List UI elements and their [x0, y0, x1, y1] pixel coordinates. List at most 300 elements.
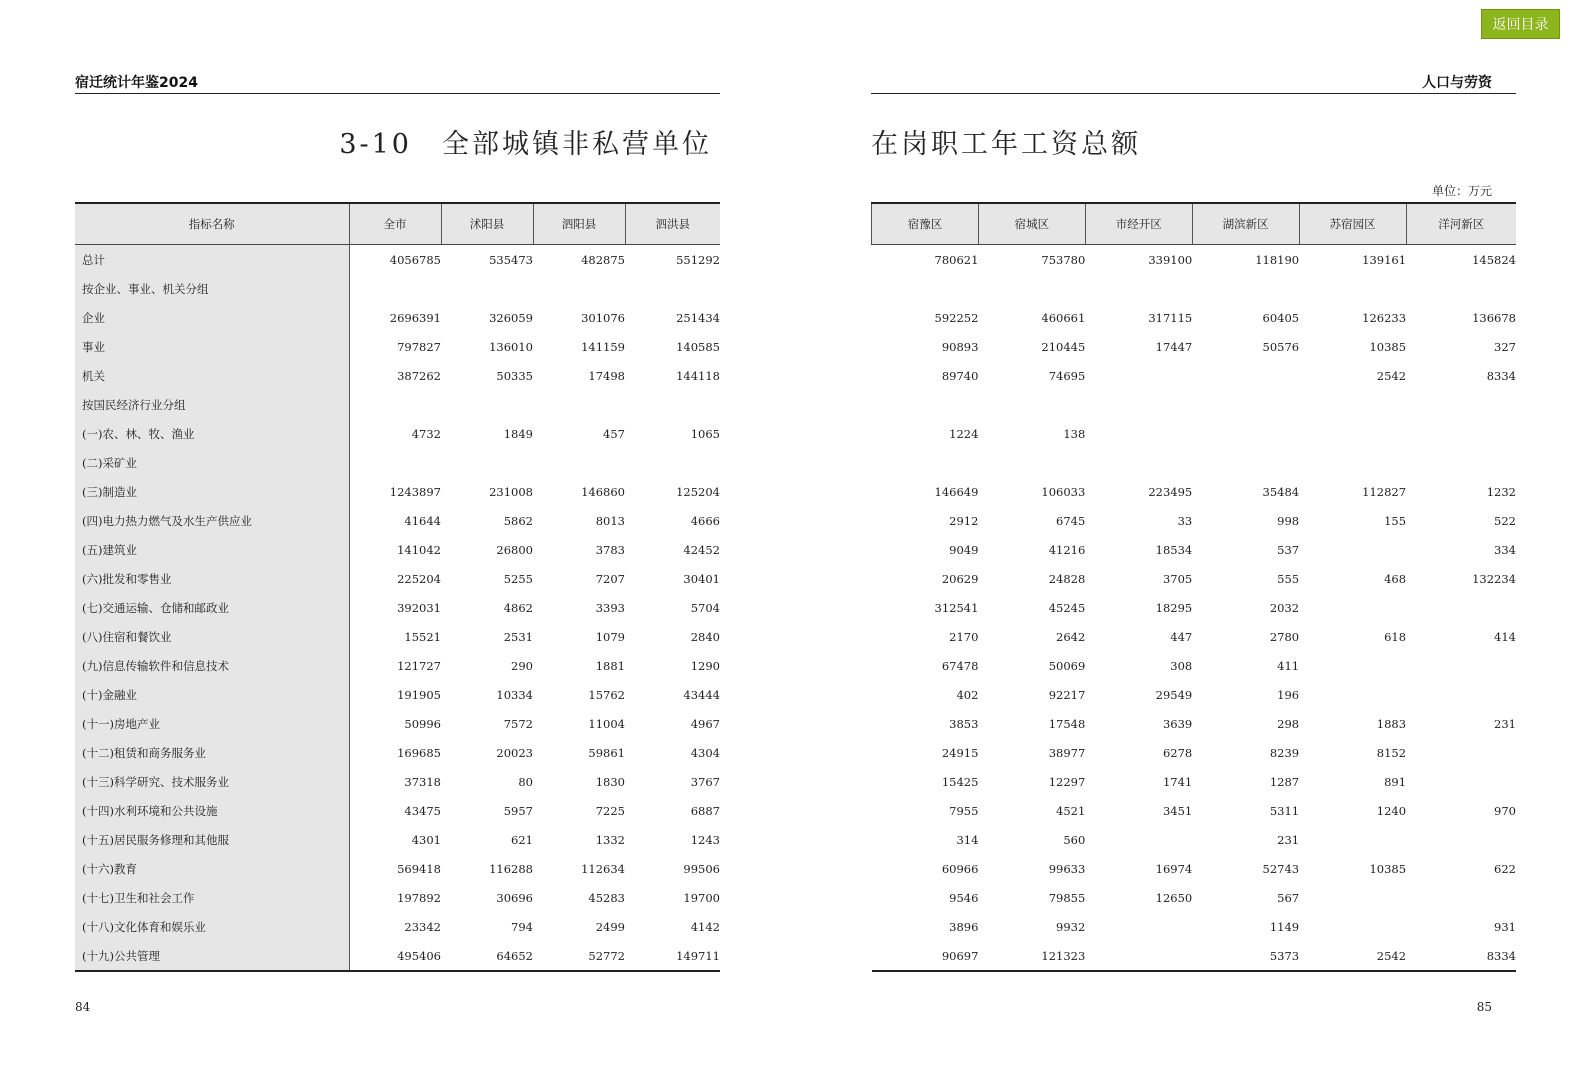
table-row	[75, 564, 720, 593]
table-row	[75, 854, 720, 883]
table-cell: 7207	[595, 571, 625, 586]
table-cell: 52743	[1262, 861, 1300, 876]
table-cell: 8013	[595, 513, 625, 528]
table-cell: 3639	[1162, 716, 1193, 731]
table-row	[872, 419, 1517, 448]
table-cell: 1332	[595, 832, 625, 847]
table-cell: 60966	[941, 861, 979, 876]
table-cell: 15425	[941, 774, 979, 789]
table-cell: 1065	[690, 426, 720, 441]
table-cell: 16974	[1155, 861, 1193, 876]
table-cell	[1299, 593, 1406, 622]
table-cell: 45245	[1048, 600, 1086, 615]
table-cell: 141042	[397, 542, 441, 557]
column-header: 指标名称	[75, 203, 349, 245]
table-cell: 251434	[676, 310, 720, 325]
table-cell: 5704	[690, 600, 720, 615]
table-cell: 139161	[1362, 252, 1407, 267]
unit-label: 单位：万元	[1431, 184, 1492, 198]
row-label: (一)农、林、牧、渔业	[75, 419, 349, 448]
table-cell	[978, 390, 1085, 419]
table-cell: 136010	[489, 339, 533, 354]
table-cell	[1406, 825, 1516, 854]
table-cell: 1240	[1376, 803, 1407, 818]
table-cell: 18534	[1155, 542, 1193, 557]
back-to-contents-button[interactable]: 返回目录	[1481, 9, 1560, 39]
column-header: 全市	[349, 203, 441, 245]
table-cell	[872, 274, 979, 303]
table-cell: 89740	[941, 368, 979, 383]
table-cell: 1881	[595, 658, 625, 673]
table-cell	[1085, 390, 1192, 419]
table-row	[75, 680, 720, 709]
table-row	[75, 448, 720, 477]
table-cell	[625, 274, 720, 303]
table-cell: 7572	[503, 716, 533, 731]
table-cell	[872, 448, 979, 477]
row-label: 按企业、事业、机关分组	[75, 274, 349, 303]
table-row	[75, 912, 720, 941]
table-cell: 618	[1384, 629, 1407, 644]
table-cell: 223495	[1148, 484, 1193, 499]
table-cell: 136678	[1472, 310, 1516, 325]
page-number-left: 84	[75, 1000, 91, 1014]
table-cell: 2032	[1269, 600, 1300, 615]
table-cell: 2531	[503, 629, 533, 644]
running-header-left: 宿迁统计年鉴2024	[75, 75, 198, 91]
table-cell: 5957	[503, 803, 533, 818]
table-cell: 45283	[588, 890, 625, 905]
table-cell: 155	[1384, 513, 1407, 528]
table-cell	[1406, 738, 1516, 767]
table-cell: 17447	[1155, 339, 1193, 354]
table-cell	[1085, 448, 1192, 477]
table-cell	[1299, 912, 1406, 941]
table-cell: 197892	[397, 890, 441, 905]
table-cell: 19700	[683, 890, 720, 905]
row-label: (十八)文化体育和娱乐业	[75, 912, 349, 941]
table-cell: 74695	[1048, 368, 1086, 383]
table-cell	[349, 390, 441, 419]
table-cell: 3767	[690, 774, 720, 789]
table-cell	[978, 448, 1085, 477]
row-label: (十三)科学研究、技术服务业	[75, 767, 349, 796]
table-cell: 38977	[1048, 745, 1086, 760]
table-cell: 314	[956, 832, 979, 847]
table-cell	[349, 448, 441, 477]
table-cell	[441, 274, 533, 303]
table-cell: 41216	[1048, 542, 1086, 557]
table-cell	[1192, 419, 1299, 448]
table-cell: 4301	[411, 832, 441, 847]
table-cell: 560	[1063, 832, 1086, 847]
table-cell: 2499	[595, 919, 625, 934]
column-header: 宿城区	[978, 203, 1085, 245]
column-header: 泗洪县	[625, 203, 720, 245]
table-header-row-right	[872, 203, 1517, 245]
table-cell	[349, 274, 441, 303]
table-row	[872, 535, 1517, 564]
row-label: 机关	[75, 361, 349, 390]
table-cell: 90893	[941, 339, 979, 354]
table-cell: 4056785	[389, 252, 441, 267]
table-cell: 522	[1494, 513, 1516, 528]
table-cell: 931	[1494, 919, 1516, 934]
table-row	[75, 738, 720, 767]
table-row	[75, 767, 720, 796]
table-cell: 50069	[1048, 658, 1086, 673]
table-row	[872, 651, 1517, 680]
row-label: (十四)水利环境和公共设施	[75, 796, 349, 825]
table-cell: 334	[1494, 542, 1516, 557]
table-cell: 9049	[949, 542, 979, 557]
table-cell: 1243	[690, 832, 720, 847]
table-cell: 17548	[1048, 716, 1086, 731]
table-cell: 537	[1277, 542, 1300, 557]
table-row	[75, 390, 720, 419]
table-cell: 2912	[949, 513, 979, 528]
table-row	[872, 303, 1517, 332]
table-cell: 8334	[1406, 941, 1516, 971]
table-row	[75, 593, 720, 622]
table-cell: 112634	[581, 861, 625, 876]
table-cell: 2642	[1056, 629, 1086, 644]
table-cell	[533, 390, 625, 419]
table-cell	[1406, 390, 1516, 419]
table-cell: 210445	[1041, 339, 1086, 354]
table-row	[75, 825, 720, 854]
table-cell: 2696391	[389, 310, 441, 325]
column-header: 苏宿园区	[1299, 203, 1406, 245]
table-cell	[625, 448, 720, 477]
table-title-left: 3-10 全部城镇非私营单位	[339, 129, 712, 160]
row-label: (十九)公共管理	[75, 941, 349, 971]
table-cell	[1299, 680, 1406, 709]
table-row	[75, 535, 720, 564]
table-cell: 149711	[625, 941, 720, 971]
table-cell: 1232	[1486, 484, 1516, 499]
table-cell: 392031	[397, 600, 441, 615]
table-cell: 1243897	[389, 484, 441, 499]
column-header: 湖滨新区	[1192, 203, 1299, 245]
table-cell: 5255	[503, 571, 533, 586]
table-cell	[1192, 361, 1299, 390]
table-cell: 125204	[676, 484, 720, 499]
table-cell: 30401	[683, 571, 720, 586]
table-cell: 3393	[595, 600, 625, 615]
table-header-row-left	[75, 203, 720, 245]
table-row	[75, 622, 720, 651]
table-cell: 121727	[397, 658, 441, 673]
row-label: 事业	[75, 332, 349, 361]
table-cell	[1299, 448, 1406, 477]
header-rule-left	[75, 93, 720, 94]
table-cell: 753780	[1041, 252, 1086, 267]
table-cell	[1299, 390, 1406, 419]
table-row	[872, 912, 1517, 941]
table-row	[75, 941, 720, 971]
table-cell: 20023	[496, 745, 533, 760]
table-cell: 15521	[404, 629, 441, 644]
table-cell: 2170	[949, 629, 979, 644]
table-cell: 8334	[1486, 368, 1516, 383]
table-cell	[1406, 680, 1516, 709]
table-cell: 24915	[941, 745, 979, 760]
table-cell: 780621	[934, 252, 979, 267]
table-cell	[1192, 448, 1299, 477]
table-cell: 4304	[690, 745, 720, 760]
table-cell: 6278	[1162, 745, 1193, 760]
table-cell: 4862	[503, 600, 533, 615]
row-label: 按国民经济行业分组	[75, 390, 349, 419]
table-cell: 447	[1170, 629, 1193, 644]
table-cell: 43475	[404, 803, 441, 818]
data-table-right	[871, 202, 1516, 972]
table-cell: 339100	[1148, 252, 1193, 267]
table-row	[75, 651, 720, 680]
table-cell: 1290	[690, 658, 720, 673]
row-label: (八)住宿和餐饮业	[75, 622, 349, 651]
table-cell: 797827	[397, 339, 441, 354]
table-cell: 141159	[581, 339, 625, 354]
table-cell	[1085, 419, 1192, 448]
table-cell: 1149	[1269, 919, 1300, 934]
table-cell: 41644	[404, 513, 441, 528]
table-cell: 24828	[1048, 571, 1086, 586]
table-cell: 1849	[503, 426, 533, 441]
column-header: 宿豫区	[872, 203, 979, 245]
table-cell: 7955	[949, 803, 979, 818]
table-cell: 12297	[1048, 774, 1086, 789]
row-label: (七)交通运输、仓储和邮政业	[75, 593, 349, 622]
table-cell: 327	[1494, 339, 1516, 354]
table-cell: 3705	[1162, 571, 1193, 586]
table-cell: 317115	[1148, 310, 1193, 325]
table-cell: 6887	[690, 803, 720, 818]
table-cell: 1287	[1269, 774, 1300, 789]
table-cell: 140585	[676, 339, 720, 354]
table-cell: 60405	[1262, 310, 1300, 325]
row-label: (十五)居民服务修理和其他服	[75, 825, 349, 854]
table-cell: 231	[1277, 832, 1300, 847]
table-cell: 1224	[949, 426, 979, 441]
table-cell: 112827	[1362, 484, 1407, 499]
table-cell: 23342	[404, 919, 441, 934]
table-cell: 3451	[1162, 803, 1193, 818]
table-cell: 18295	[1155, 600, 1193, 615]
row-label: (二)采矿业	[75, 448, 349, 477]
table-cell: 4521	[1056, 803, 1086, 818]
table-cell: 1079	[595, 629, 625, 644]
row-label: (六)批发和零售业	[75, 564, 349, 593]
table-cell	[1299, 651, 1406, 680]
table-row	[872, 883, 1517, 912]
table-cell	[1406, 274, 1516, 303]
table-cell: 1830	[595, 774, 625, 789]
table-cell: 10385	[1369, 339, 1407, 354]
table-cell: 411	[1277, 658, 1300, 673]
table-cell: 1741	[1162, 774, 1193, 789]
table-cell: 126233	[1362, 310, 1407, 325]
table-cell: 132234	[1472, 571, 1516, 586]
table-cell: 17498	[588, 368, 625, 383]
table-row	[872, 738, 1517, 767]
table-cell: 99633	[1048, 861, 1086, 876]
table-cell	[1085, 825, 1192, 854]
table-cell: 457	[603, 426, 625, 441]
table-cell: 118190	[1255, 252, 1300, 267]
table-cell: 312541	[934, 600, 979, 615]
table-row	[75, 361, 720, 390]
table-row	[872, 332, 1517, 361]
table-cell	[533, 448, 625, 477]
table-row	[872, 390, 1517, 419]
table-cell: 2840	[690, 629, 720, 644]
table-cell: 20629	[941, 571, 979, 586]
column-header: 洋河新区	[1406, 203, 1516, 245]
table-row	[75, 303, 720, 332]
table-cell: 64652	[441, 941, 533, 971]
table-cell: 555	[1277, 571, 1300, 586]
table-cell: 11004	[588, 716, 625, 731]
table-cell: 67478	[941, 658, 979, 673]
column-header: 泗阳县	[533, 203, 625, 245]
table-cell: 592252	[934, 310, 979, 325]
table-cell: 6745	[1056, 513, 1086, 528]
table-title-right: 在岗职工年工资总额	[871, 129, 1141, 160]
table-row	[75, 796, 720, 825]
table-row	[75, 477, 720, 506]
table-cell: 402	[956, 687, 979, 702]
table-cell	[1192, 274, 1299, 303]
table-cell: 482875	[581, 252, 625, 267]
table-cell: 12650	[1155, 890, 1193, 905]
table-cell: 4732	[411, 426, 441, 441]
table-cell	[1085, 361, 1192, 390]
table-cell	[441, 448, 533, 477]
table-row	[872, 680, 1517, 709]
table-cell	[1085, 912, 1192, 941]
table-cell	[1406, 419, 1516, 448]
table-cell	[1299, 274, 1406, 303]
table-cell	[1406, 651, 1516, 680]
table-cell: 8239	[1269, 745, 1300, 760]
table-cell: 144118	[676, 368, 720, 383]
table-cell	[1406, 883, 1516, 912]
row-label: (五)建筑业	[75, 535, 349, 564]
table-cell	[1299, 825, 1406, 854]
row-label: (四)电力热力燃气及水生产供应业	[75, 506, 349, 535]
table-cell: 460661	[1041, 310, 1086, 325]
table-cell: 298	[1277, 716, 1300, 731]
column-header: 市经开区	[1085, 203, 1192, 245]
row-label: (十)金融业	[75, 680, 349, 709]
table-row	[872, 274, 1517, 303]
table-row	[75, 274, 720, 303]
table-cell: 3783	[595, 542, 625, 557]
table-row	[75, 419, 720, 448]
table-cell: 2542	[1376, 368, 1407, 383]
table-cell: 92217	[1048, 687, 1086, 702]
table-cell: 4666	[690, 513, 720, 528]
table-cell: 4967	[690, 716, 720, 731]
table-row	[872, 767, 1517, 796]
table-cell	[1299, 883, 1406, 912]
row-label: (十一)房地产业	[75, 709, 349, 738]
table-cell	[1085, 274, 1192, 303]
table-row	[75, 332, 720, 361]
table-cell: 551292	[676, 252, 720, 267]
row-label: (十六)教育	[75, 854, 349, 883]
table-cell	[1299, 535, 1406, 564]
table-row	[872, 622, 1517, 651]
table-cell	[1406, 448, 1516, 477]
table-cell: 99506	[683, 861, 720, 876]
table-cell: 52772	[533, 941, 625, 971]
table-row	[75, 245, 720, 275]
table-cell: 116288	[489, 861, 533, 876]
table-cell: 59861	[588, 745, 625, 760]
row-label: (十七)卫生和社会工作	[75, 883, 349, 912]
table-cell: 196	[1277, 687, 1300, 702]
table-row	[872, 941, 1517, 971]
table-cell	[1406, 767, 1516, 796]
table-cell: 387262	[397, 368, 441, 383]
column-header: 沭阳县	[441, 203, 533, 245]
table-cell	[441, 390, 533, 419]
table-row	[75, 506, 720, 535]
table-cell: 569418	[397, 861, 441, 876]
table-cell: 35484	[1262, 484, 1300, 499]
table-cell: 9932	[1056, 919, 1086, 934]
table-cell: 794	[511, 919, 533, 934]
table-row	[872, 709, 1517, 738]
table-row	[872, 448, 1517, 477]
table-cell: 33	[1177, 513, 1193, 528]
table-cell	[1299, 419, 1406, 448]
table-cell: 326059	[489, 310, 533, 325]
table-cell: 535473	[489, 252, 533, 267]
table-row	[75, 709, 720, 738]
table-cell	[625, 390, 720, 419]
table-cell: 231008	[489, 484, 533, 499]
table-cell: 10334	[496, 687, 533, 702]
table-cell: 225204	[397, 571, 441, 586]
table-cell: 4142	[690, 919, 720, 934]
header-rule-right	[871, 93, 1516, 94]
table-row	[872, 477, 1517, 506]
table-cell	[1192, 390, 1299, 419]
table-cell: 2780	[1269, 629, 1300, 644]
table-row	[872, 245, 1517, 275]
table-cell	[1406, 593, 1516, 622]
table-cell: 5862	[503, 513, 533, 528]
table-row	[872, 796, 1517, 825]
table-cell	[872, 390, 979, 419]
table-cell: 106033	[1041, 484, 1086, 499]
table-cell: 121323	[978, 941, 1085, 971]
page-number-right: 85	[1476, 1000, 1492, 1014]
table-cell: 10385	[1369, 861, 1407, 876]
table-cell: 468	[1384, 571, 1407, 586]
running-header-right: 人口与劳资	[1422, 75, 1492, 91]
table-cell: 169685	[397, 745, 441, 760]
table-cell	[1085, 941, 1192, 971]
table-cell: 191905	[397, 687, 441, 702]
table-row	[872, 593, 1517, 622]
table-cell: 43444	[683, 687, 720, 702]
table-cell: 5373	[1192, 941, 1299, 971]
